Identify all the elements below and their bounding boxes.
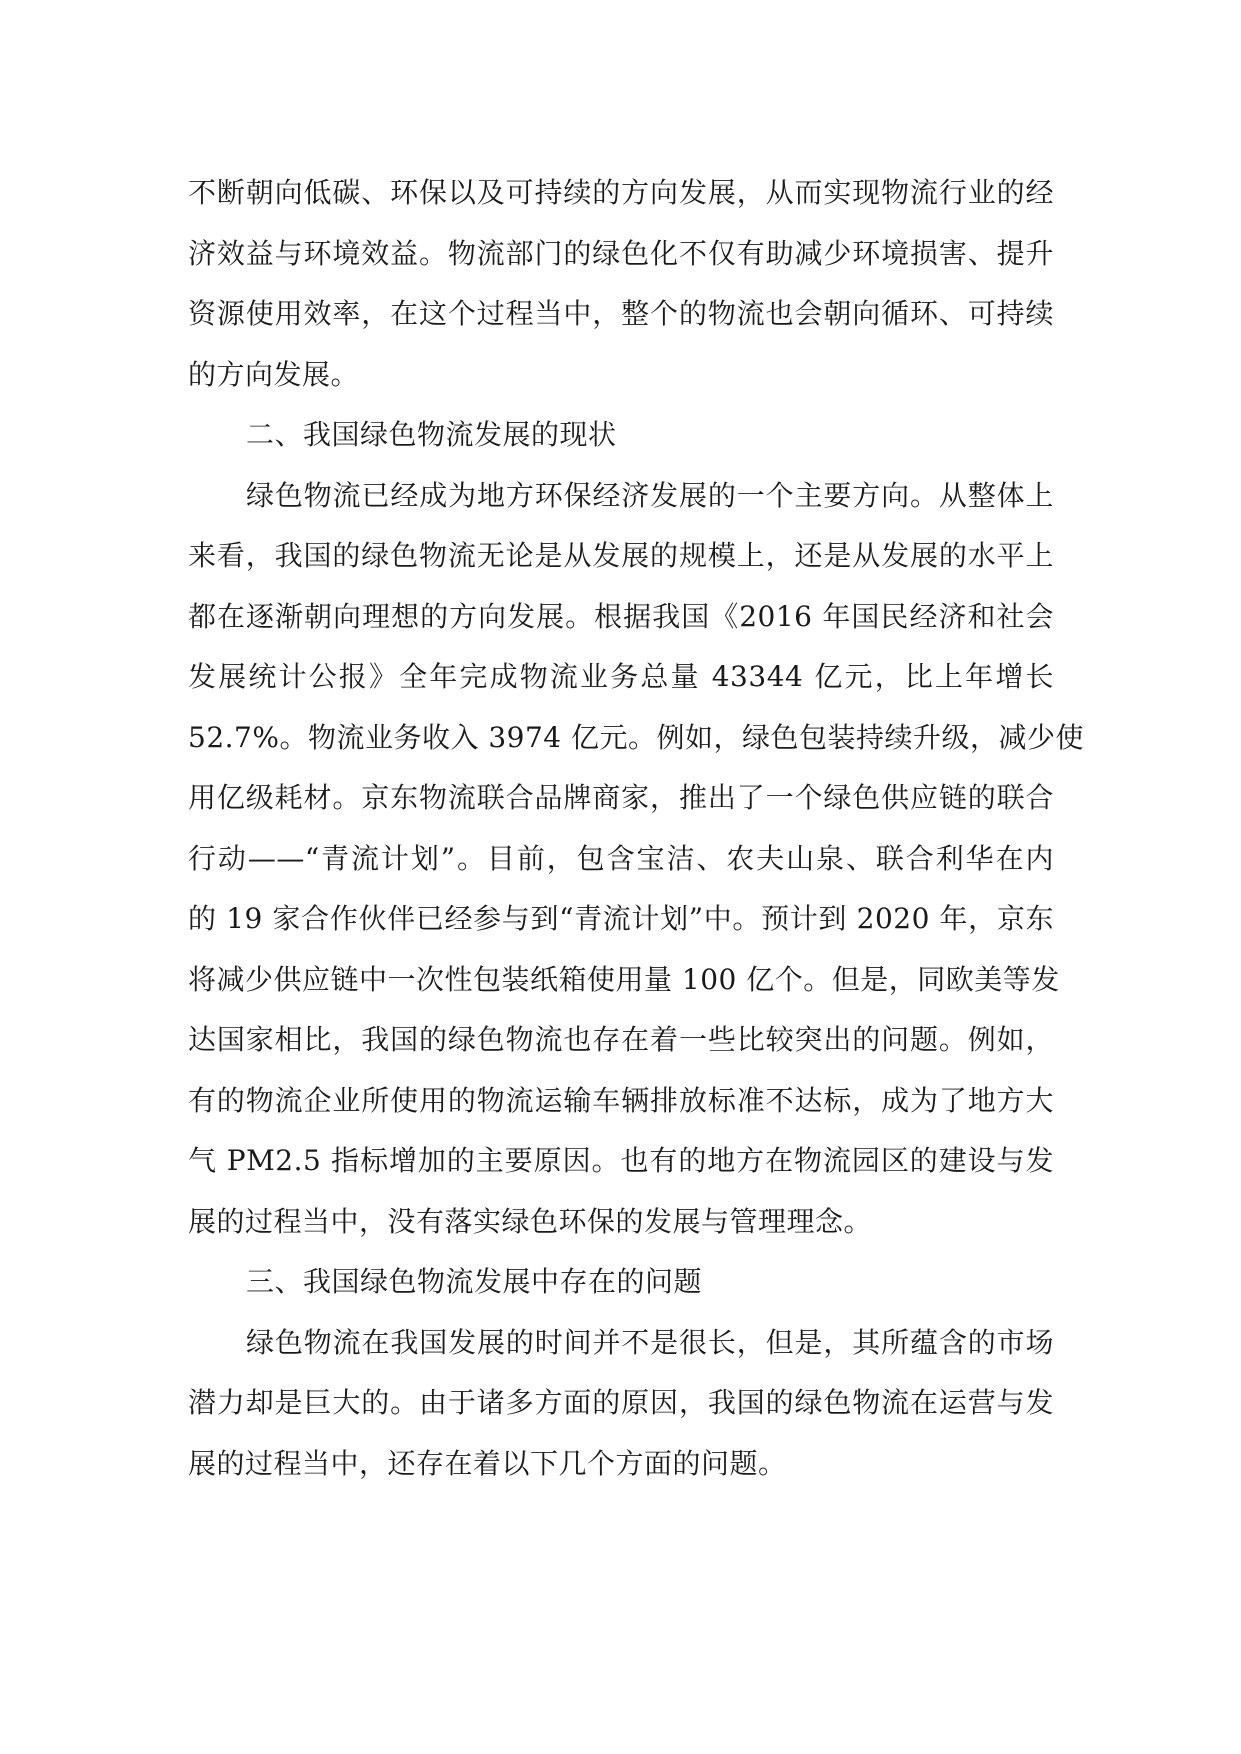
text-line-9: 发展统计公报》全年完成物流业务总量 43344 亿元，比上年增长 <box>188 660 1054 693</box>
text-line-4: 的方向发展。 <box>188 357 360 391</box>
text-line-3: 资源使用效率，在这个过程当中，整个的物流也会朝向循环、可持续 <box>188 297 1054 330</box>
section-heading-3: 三、我国绿色物流发展中存在的问题 <box>246 1265 703 1298</box>
text-line-15: 达国家相比，我国的绿色物流也存在着一些比较突出的问题。例如， <box>188 1023 1054 1056</box>
text-line-16: 有的物流企业所使用的物流运输车辆排放标准不达标，成为了地方大 <box>188 1083 1054 1117</box>
section-heading-2: 二、我国绿色物流发展的现状 <box>246 418 617 451</box>
text-line-1: 不断朝向低碳、环保以及可持续的方向发展，从而实现物流行业的经 <box>188 176 1054 209</box>
text-line-2: 济效益与环境效益。物流部门的绿色化不仅有助减少环境损害、提升 <box>188 236 1054 270</box>
text-line-21: 潜力却是巨大的。由于诸多方面的原因，我国的绿色物流在运营与发 <box>188 1386 1054 1419</box>
text-line-12: 行动——“青流计划”。目前，包含宝洁、农夫山泉、联合利华在内 <box>188 841 1054 875</box>
text-line-6: 绿色物流已经成为地方环保经济发展的一个主要方向。从整体上 <box>246 478 1054 512</box>
text-line-14: 将减少供应链中一次性包装纸箱使用量 100 亿个。但是，同欧美等发 <box>188 962 1060 996</box>
text-line-13: 的 19 家合作伙伴已经参与到“青流计划”中。预计到 2020 年，京东 <box>188 902 1054 935</box>
text-line-22: 展的过程当中，还存在着以下几个方面的问题。 <box>188 1446 787 1480</box>
text-line-10: 52.7%。物流业务收入 3974 亿元。例如，绿色包装持续升级，减少使 <box>188 720 1085 754</box>
text-line-17: 气 PM2.5 指标增加的主要原因。也有的地方在物流园区的建设与发 <box>188 1144 1054 1177</box>
text-line-18: 展的过程当中，没有落实绿色环保的发展与管理理念。 <box>188 1204 873 1238</box>
text-line-11: 用亿级耗材。京东物流联合品牌商家，推出了一个绿色供应链的联合 <box>188 781 1054 814</box>
text-line-7: 来看，我国的绿色物流无论是从发展的规模上，还是从发展的水平上 <box>188 539 1054 572</box>
document-body <box>188 163 1085 1494</box>
text-line-8: 都在逐渐朝向理想的方向发展。根据我国《2016 年国民经济和社会 <box>188 599 1054 633</box>
text-line-20: 绿色物流在我国发展的时间并不是很长，但是，其所蕴含的市场 <box>246 1325 1054 1359</box>
